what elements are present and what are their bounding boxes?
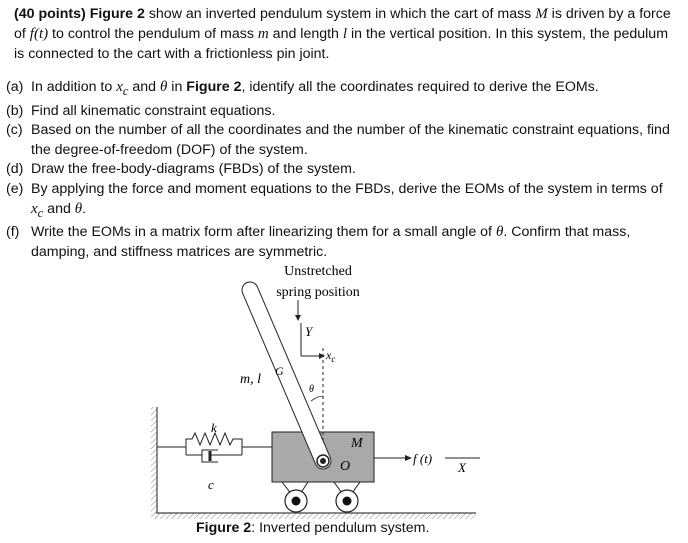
xc-base: x	[116, 79, 123, 95]
theta-symbol: θ	[495, 224, 504, 241]
xc-sub: c	[122, 84, 129, 98]
figure-ref: Figure 2	[186, 79, 242, 95]
xc-label-sub: c	[331, 354, 336, 364]
caption-text: : Inverted pendulum system.	[251, 520, 430, 536]
intro-text-4: and length	[268, 26, 343, 42]
question-label: (d)	[6, 161, 24, 178]
force-arrowhead	[405, 455, 412, 461]
question-label: (f)	[6, 224, 20, 241]
intro-text-3: to control the pendulum of mass	[48, 26, 258, 42]
damper	[186, 447, 242, 462]
cart-mass-label: M	[351, 436, 363, 451]
text-part: and	[128, 79, 160, 95]
text-part: and	[43, 200, 75, 217]
question-text: Draw the free-body-diagrams (FBDs) of the system.	[31, 161, 356, 178]
cart-mass-symbol: M	[535, 6, 548, 22]
question-label: (b)	[6, 102, 24, 119]
text-part: By applying the force and moment equations to the FBDs, derive the EOMs of the system in terms of	[31, 180, 663, 197]
xc-arrowhead	[319, 353, 325, 359]
unstretched-label-line1: Unstretched	[284, 264, 352, 279]
question-label: (a)	[6, 79, 24, 95]
wheel	[282, 482, 308, 512]
y-label: Y	[305, 324, 313, 339]
xc-label-base: x	[326, 348, 332, 362]
theta-arc	[311, 396, 323, 401]
caption-label: Figure 2	[196, 520, 252, 536]
points-label: (40 points)	[14, 6, 86, 22]
question-text: Find all kinematic constraint equations.	[31, 102, 276, 119]
theta-symbol: θ	[74, 200, 83, 217]
damping-label: c	[208, 477, 214, 492]
unstretched-label-line2: spring position	[276, 285, 360, 300]
question-label: (e)	[6, 180, 24, 197]
wall-hatch	[151, 407, 157, 519]
intro-text-1: show an inverted pendulum system in which the cart of mass	[144, 6, 536, 22]
force-symbol: f(t)	[29, 26, 49, 42]
text-part: .	[82, 200, 87, 217]
center-of-mass-label: G	[275, 364, 284, 378]
question-label: (c)	[6, 122, 23, 139]
x-axis-label: X	[458, 460, 466, 475]
pendulum-mass-symbol: m	[257, 26, 269, 42]
pivot-label: O	[340, 459, 351, 474]
theta-label: θ	[309, 384, 314, 395]
text-part: , identify all the coordinates required to derive the EOMs.	[241, 79, 599, 95]
xc-label	[325, 348, 335, 364]
spring-constant-label: k	[211, 420, 217, 435]
figure-caption	[196, 520, 429, 536]
text-part: in	[167, 79, 187, 95]
force-label: f (t)	[413, 451, 433, 466]
xc-sub: c	[37, 205, 44, 220]
theta-symbol: θ	[159, 79, 168, 95]
pointer-arrowhead	[295, 315, 301, 321]
text-part: . Confirm that mass, damping, and stiffness matrices are symmetric.	[31, 224, 631, 260]
length-symbol: l	[342, 26, 348, 42]
text-part: In addition to	[31, 79, 117, 95]
pin-center	[320, 458, 326, 464]
question-text: Based on the number of all the coordinates and the number of the kinematic constraint equations, find the degree-of-freedom (DOF) of the system.	[31, 122, 670, 158]
intro-text-5: in the vertical position. In this system, the pedulum is connected to the cart with a frictionless pin joint.	[14, 26, 669, 62]
intro-text-2: is driven by a force of	[14, 6, 671, 42]
figure-ref: Figure 2	[89, 6, 145, 22]
pendulum-mass-length-label: m, l	[240, 372, 261, 387]
ground-hatch	[156, 513, 476, 519]
text-part: Write the EOMs in a matrix form after linearizing them for a small angle of	[31, 224, 496, 241]
xc-base: x	[31, 200, 38, 217]
spring	[157, 433, 272, 455]
wheel	[334, 482, 360, 512]
